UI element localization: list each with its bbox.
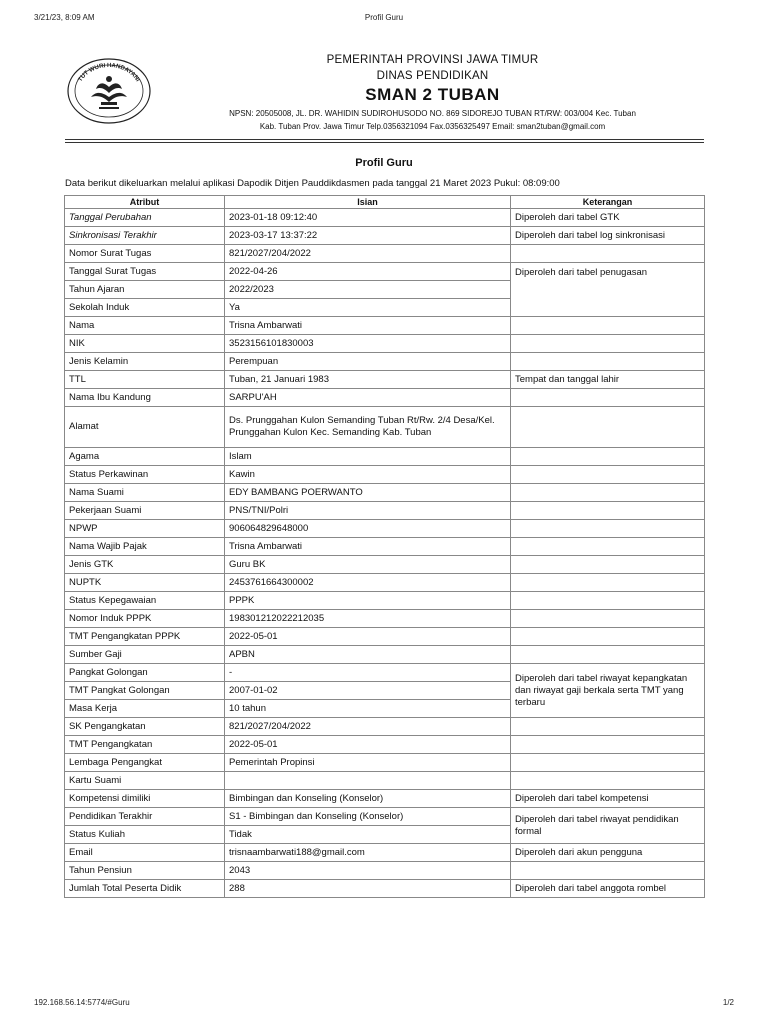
table-row <box>65 844 705 862</box>
row-keterangan: Diperoleh dari tabel GTK <box>511 209 705 227</box>
row-isian: 2453761664300002 <box>225 574 511 592</box>
row-isian: APBN <box>225 646 511 664</box>
row-keterangan <box>511 466 705 484</box>
row-atribut: Jenis Kelamin <box>65 353 225 371</box>
row-isian: 2023-03-17 13:37:22 <box>225 227 511 245</box>
print-datetime: 3/21/23, 8:09 AM <box>34 13 95 22</box>
row-keterangan <box>511 862 705 880</box>
row-isian: Tidak <box>225 826 511 844</box>
row-isian: PNS/TNI/Polri <box>225 502 511 520</box>
kop-provinsi: PEMERINTAH PROVINSI JAWA TIMUR <box>326 54 539 66</box>
doc-title: Profil Guru <box>355 157 413 169</box>
row-isian: Trisna Ambarwati <box>225 538 511 556</box>
row-atribut: Sekolah Induk <box>65 299 225 317</box>
row-keterangan <box>511 389 705 407</box>
row-atribut: Masa Kerja <box>65 700 225 718</box>
row-isian: trisnaambarwati188@gmail.com <box>225 844 511 862</box>
row-isian: 906064829648000 <box>225 520 511 538</box>
row-isian: PPPK <box>225 592 511 610</box>
kop-dinas: DINAS PENDIDIKAN <box>376 70 489 82</box>
table-row <box>65 227 705 245</box>
table-row <box>65 664 705 682</box>
table-row <box>65 808 705 826</box>
row-keterangan: Diperoleh dari tabel riwayat pendidikan formal <box>511 808 705 844</box>
row-keterangan: Diperoleh dari tabel kompetensi <box>511 790 705 808</box>
table-row <box>65 407 705 448</box>
print-url: 192.168.56.14:5774/#Guru <box>34 998 130 1007</box>
row-keterangan <box>511 317 705 335</box>
tut-wuri-handayani-logo <box>66 57 152 125</box>
row-atribut: NUPTK <box>65 574 225 592</box>
table-row <box>65 448 705 466</box>
row-keterangan <box>511 610 705 628</box>
row-atribut: Kartu Suami <box>65 772 225 790</box>
row-atribut: Nama Suami <box>65 484 225 502</box>
row-atribut: Pangkat Golongan <box>65 664 225 682</box>
row-atribut: Email <box>65 844 225 862</box>
row-keterangan <box>511 484 705 502</box>
row-isian: Kawin <box>225 466 511 484</box>
row-atribut: Nama <box>65 317 225 335</box>
row-isian: EDY BAMBANG POERWANTO <box>225 484 511 502</box>
table-row <box>65 389 705 407</box>
table-row <box>65 538 705 556</box>
row-atribut: Jenis GTK <box>65 556 225 574</box>
row-keterangan <box>511 502 705 520</box>
row-atribut: TMT Pangkat Golongan <box>65 682 225 700</box>
table-row <box>65 610 705 628</box>
row-keterangan: Diperoleh dari tabel penugasan <box>511 263 705 317</box>
row-keterangan: Diperoleh dari tabel riwayat kepangkatan dan riwayat gaji berkala serta TMT yang terbaru <box>511 664 705 718</box>
row-isian: 2022-05-01 <box>225 736 511 754</box>
kop-address-line2: Kab. Tuban Prov. Jawa Timur Telp.0356321094 Fax.0356325497 Email: sman2tuban@gmail.com <box>259 122 606 131</box>
row-atribut: TMT Pengangkatan PPPK <box>65 628 225 646</box>
row-keterangan <box>511 772 705 790</box>
row-atribut: NIK <box>65 335 225 353</box>
row-atribut: Nama Ibu Kandung <box>65 389 225 407</box>
kop-school-name: SMAN 2 TUBAN <box>365 85 500 104</box>
row-keterangan <box>511 592 705 610</box>
print-title: Profil Guru <box>364 13 404 22</box>
table-row <box>65 484 705 502</box>
row-keterangan <box>511 407 705 448</box>
row-isian <box>225 772 511 790</box>
row-keterangan: Diperoleh dari tabel anggota rombel <box>511 880 705 898</box>
row-isian: 2022-04-26 <box>225 263 511 281</box>
table-row <box>65 520 705 538</box>
row-atribut: Tanggal Perubahan <box>65 209 225 227</box>
table-row <box>65 790 705 808</box>
table-row <box>65 466 705 484</box>
row-keterangan <box>511 736 705 754</box>
row-atribut: Nomor Induk PPPK <box>65 610 225 628</box>
row-isian: 288 <box>225 880 511 898</box>
row-atribut: Lembaga Pengangkat <box>65 754 225 772</box>
row-keterangan <box>511 538 705 556</box>
row-isian: 821/2027/204/2022 <box>225 245 511 263</box>
profil-table <box>64 195 705 898</box>
row-atribut: Pekerjaan Suami <box>65 502 225 520</box>
row-isian: Ya <box>225 299 511 317</box>
row-atribut: Alamat <box>65 407 225 448</box>
row-isian: Perempuan <box>225 353 511 371</box>
table-row <box>65 317 705 335</box>
table-row <box>65 592 705 610</box>
table-header-row <box>65 196 705 209</box>
table-row <box>65 263 705 281</box>
table-row <box>65 718 705 736</box>
row-atribut: TTL <box>65 371 225 389</box>
row-isian: 821/2027/204/2022 <box>225 718 511 736</box>
row-atribut: Jumlah Total Peserta Didik <box>65 880 225 898</box>
row-atribut: Sumber Gaji <box>65 646 225 664</box>
row-keterangan: Tempat dan tanggal lahir <box>511 371 705 389</box>
row-isian: Islam <box>225 448 511 466</box>
row-isian: S1 - Bimbingan dan Konseling (Konselor) <box>225 808 511 826</box>
row-keterangan: Diperoleh dari akun pengguna <box>511 844 705 862</box>
row-keterangan <box>511 718 705 736</box>
row-isian: - <box>225 664 511 682</box>
row-isian: 2022/2023 <box>225 281 511 299</box>
row-isian: Guru BK <box>225 556 511 574</box>
table-row <box>65 754 705 772</box>
row-isian: Ds. Prunggahan Kulon Semanding Tuban Rt/Rw. 2/4 Desa/Kel. Prunggahan Kulon Kec. Semanding Kab. Tuban <box>225 407 511 448</box>
row-isian: Tuban, 21 Januari 1983 <box>225 371 511 389</box>
table-row <box>65 736 705 754</box>
table-row <box>65 353 705 371</box>
row-atribut: Tahun Pensiun <box>65 862 225 880</box>
table-row <box>65 335 705 353</box>
table-row <box>65 209 705 227</box>
row-atribut: Nama Wajib Pajak <box>65 538 225 556</box>
row-keterangan: Diperoleh dari tabel log sinkronisasi <box>511 227 705 245</box>
table-row <box>65 880 705 898</box>
table-row <box>65 574 705 592</box>
row-isian: Trisna Ambarwati <box>225 317 511 335</box>
row-keterangan <box>511 556 705 574</box>
row-atribut: Tanggal Surat Tugas <box>65 263 225 281</box>
row-isian: 2023-01-18 09:12:40 <box>225 209 511 227</box>
row-atribut: SK Pengangkatan <box>65 718 225 736</box>
table-row <box>65 862 705 880</box>
row-atribut: Nomor Surat Tugas <box>65 245 225 263</box>
row-isian: 10 tahun <box>225 700 511 718</box>
row-keterangan <box>511 448 705 466</box>
row-atribut: Pendidikan Terakhir <box>65 808 225 826</box>
row-keterangan <box>511 754 705 772</box>
intro-text: Data berikut dikeluarkan melalui aplikasi Dapodik Ditjen Pauddikdasmen pada tanggal 21 Maret 2023 Pukul: 08:09:00 <box>65 178 560 189</box>
row-atribut: Agama <box>65 448 225 466</box>
row-atribut: Sinkronisasi Terakhir <box>65 227 225 245</box>
table-row <box>65 371 705 389</box>
row-keterangan <box>511 520 705 538</box>
row-isian: Bimbingan dan Konseling (Konselor) <box>225 790 511 808</box>
header-keterangan: Keterangan <box>511 196 705 209</box>
row-isian: 2022-05-01 <box>225 628 511 646</box>
row-isian: 3523156101830003 <box>225 335 511 353</box>
row-isian: SARPU'AH <box>225 389 511 407</box>
row-keterangan <box>511 353 705 371</box>
row-isian: 198301212022212035 <box>225 610 511 628</box>
row-keterangan <box>511 574 705 592</box>
kop-divider <box>65 139 704 140</box>
row-atribut: Status Kuliah <box>65 826 225 844</box>
row-atribut: Tahun Ajaran <box>65 281 225 299</box>
table-row <box>65 772 705 790</box>
table-row <box>65 556 705 574</box>
table-row <box>65 628 705 646</box>
table-row <box>65 646 705 664</box>
kop-divider-2 <box>65 142 704 143</box>
row-atribut: Kompetensi dimiliki <box>65 790 225 808</box>
row-atribut: TMT Pengangkatan <box>65 736 225 754</box>
row-isian: Pemerintah Propinsi <box>225 754 511 772</box>
svg-text:TUT WURI HANDAYANI: TUT WURI HANDAYANI <box>77 62 141 83</box>
table-row <box>65 502 705 520</box>
print-page-number: 1/2 <box>722 998 734 1007</box>
header-atribut: Atribut <box>65 196 225 209</box>
row-atribut: NPWP <box>65 520 225 538</box>
kop-address-line1: NPSN: 20505008, JL. DR. WAHIDIN SUDIROHUSODO NO. 869 SIDOREJO TUBAN RT/RW: 003/004 Kec. Tuban <box>229 109 636 118</box>
row-keterangan <box>511 646 705 664</box>
row-atribut: Status Perkawinan <box>65 466 225 484</box>
row-isian: 2007-01-02 <box>225 682 511 700</box>
row-keterangan <box>511 628 705 646</box>
row-isian: 2043 <box>225 862 511 880</box>
row-keterangan <box>511 335 705 353</box>
header-isian: Isian <box>225 196 511 209</box>
row-keterangan <box>511 245 705 263</box>
table-row <box>65 245 705 263</box>
row-atribut: Status Kepegawaian <box>65 592 225 610</box>
